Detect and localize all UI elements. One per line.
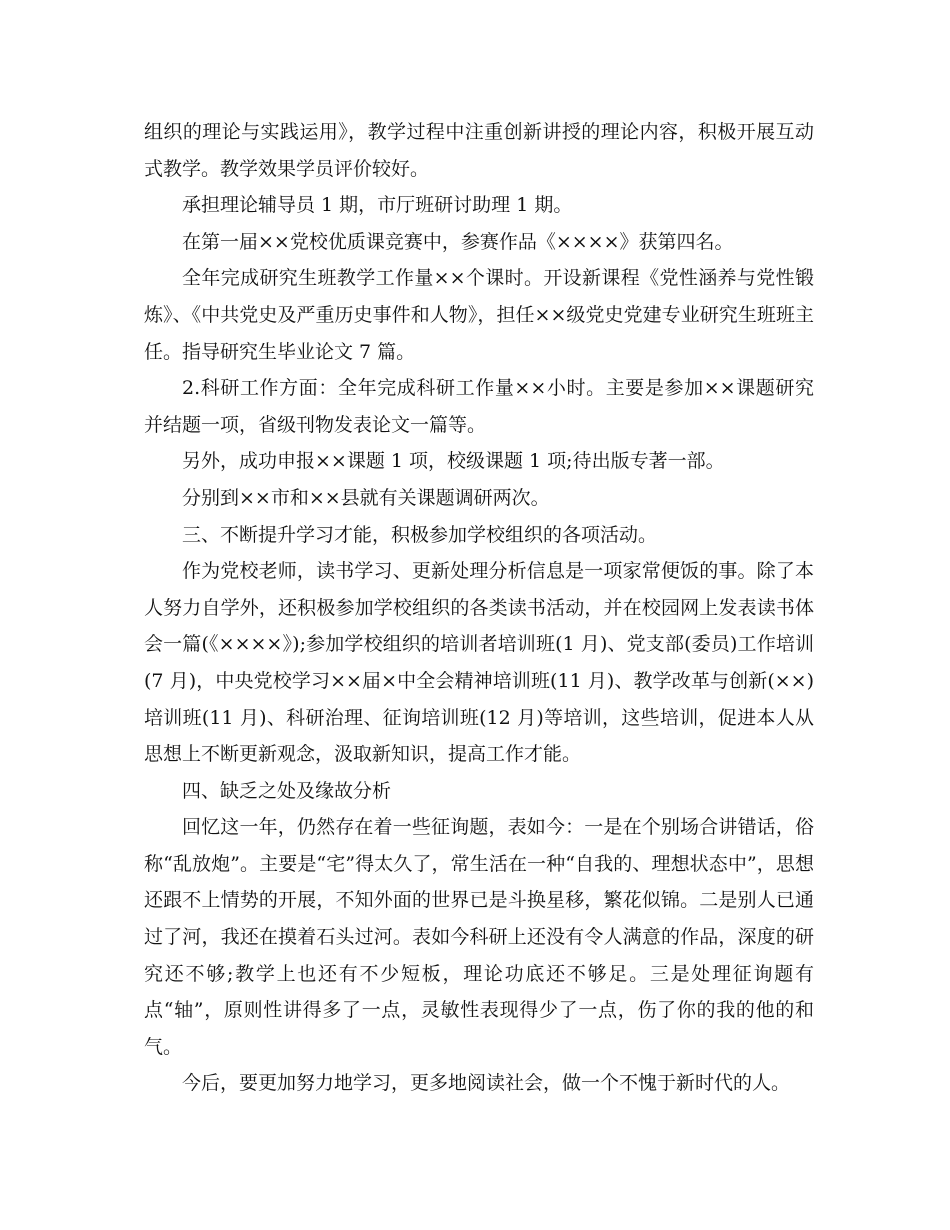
paragraph-reflection: 回忆这一年，仍然存在着一些征询题，表如今：一是在个别场合讲错话，俗称“乱放炮”。主要是“宅”得太久了，常生活在一种“自我的、理想状态中”，思想还跟不上情势的开展，不知外面的世界已是斗换星移，繁花似锦。二是别人已通过了河，我还在摸着石头过河。表如今科研上还没有令人满意的作品，深度的研究还不够;教学上也还有不少短板，理论功底还不够足。三是处理征询题有点“轴”，原则性讲得多了一点，灵敏性表现得少了一点，伤了你的我的他的和气。 bbox=[144, 816, 814, 1058]
paragraph-conclusion: 今后，要更加努力地学习，更多地阅读社会，做一个不愧于新时代的人。 bbox=[182, 1072, 791, 1095]
section-heading-learning: 三、不断提升学习才能，积极参加学校组织的各项活动。 bbox=[182, 523, 658, 546]
paragraph-research-work: 2.科研工作方面：全年完成科研工作量××小时。主要是参加××课题研究并结题一项，省级刊物发表论文一篇等。 bbox=[144, 377, 814, 436]
document-body bbox=[144, 114, 814, 1102]
paragraph-competition: 在第一届××党校优质课竞赛中，参赛作品《××××》获第四名。 bbox=[182, 230, 734, 253]
paragraph-projects: 另外，成功申报××课题 1 项，校级课题 1 项;待出版专著一部。 bbox=[182, 450, 725, 473]
paragraph-field-research: 分别到××市和××县就有关课题调研两次。 bbox=[182, 486, 550, 509]
paragraph-teaching-methods: 组织的理论与实践运用》，教学过程中注重创新讲授的理论内容，积极开展互动式教学。教学效果学员评价较好。 bbox=[144, 121, 814, 180]
paragraph-tutor-role: 承担理论辅导员 1 期，市厅班研讨助理 1 期。 bbox=[182, 194, 573, 217]
section-heading-shortcomings: 四、缺乏之处及缘故分析 bbox=[182, 779, 392, 802]
paragraph-graduate-teaching: 全年完成研究生班教学工作量××个课时。开设新课程《党性涵养与党性锻炼》、《中共党史及严重历史事件和人物》，担任××级党史党建专业研究生班班主任。指导研究生毕业论文 7 篇。 bbox=[144, 267, 814, 363]
paragraph-study-activities: 作为党校老师，读书学习、更新处理分析信息是一项家常便饭的事。除了本人努力自学外，还积极参加学校组织的各类读书活动，并在校园网上发表读书体会一篇(《××××》);参加学校组织的培训者培训班(1 月)、党支部(委员)工作培训(7 月)，中央党校学习××届×中全会精神培训班(11 月)、教学改革与创新(××)培训班(11 月)、科研治理、征询培训班(12 月)等培训，这些培训，促进本人从思想上不断更新观念，汲取新知识，提高工作才能。 bbox=[144, 560, 814, 766]
